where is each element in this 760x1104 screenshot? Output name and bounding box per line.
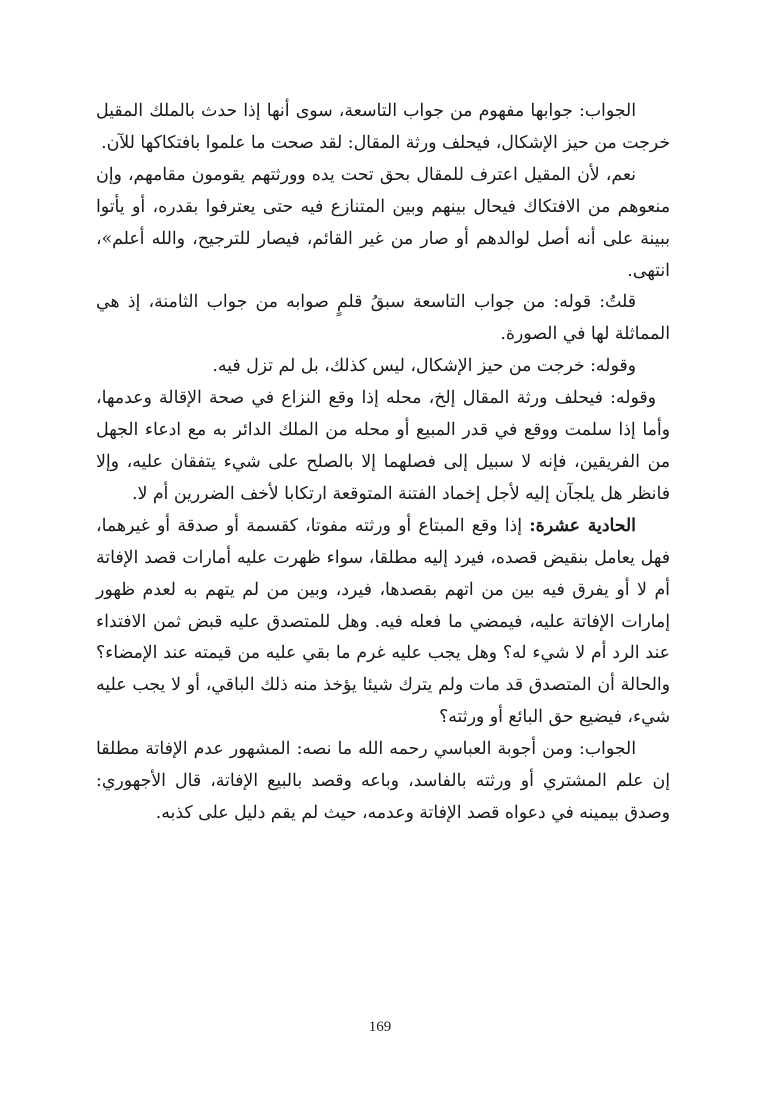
- paragraph-answer-1: الجواب: جوابها مفهوم من جواب التاسعة، سوى أنها إذا حدث بالملك المقيل خرجت من حيز الإشكال، فيحلف ورثة المقال: لقد صحت ما علموا بافتكاكها للآن.: [96, 101, 670, 153]
- page-number: 169: [368, 1019, 392, 1035]
- paragraph-eleventh-question: [96, 511, 670, 734]
- paragraph-i-said: قلتُ: قوله: من جواب التاسعة سبقُ قلمٍ صوابه من جواب الثامنة، إذ هي المماثلة لها في الصورة.: [96, 292, 670, 345]
- section-heading-eleventh: الحادية عشرة:: [529, 515, 636, 536]
- paragraph-answer-2: الجواب: ومن أجوبة العباسي رحمه الله ما نصه: المشهور عدم الإفاتة مطلقا إن علم المشتري أو ورثته بالفاسد، وباعه وقصد بالبيع الإفاتة، قال الأجهوري: وصدق بيمينه في دعواه قصد الإفاتة وعدمه، حيث لم يقم دليل على كذبه.: [96, 739, 670, 823]
- paragraph-yes-because: نعم، لأن المقيل اعترف للمقال بحق تحت يده وورثتهم يقومون مقامهم، وإن منعوهم من الافتكاك فيحال بينهم وبين المتنازع فيه حتى يعترفوا بقدره، أو يأتوا ببينة على أنه أصل لوالدهم أو صار من غير القائم، فيصار للترجيح، والله أعلم»، انتهى.: [96, 164, 670, 281]
- main-text-block: [96, 96, 670, 830]
- paragraph-his-saying-2: وقوله: فيحلف ورثة المقال إلخ، محله إذا وقع النزاع في صحة الإقالة وعدمها، وأما إذا سلمت ووقع في قدر المبيع أو محله من الملك الدائر به مع ادعاء الجهل من الفريقين، فإنه لا سبيل إلى فصلهما إلا بالصلح على شيء يتفقان عليه، وإلا فانظر هل يلجآن إليه لأجل إخماد الفتنة المتوقعة ارتكابا لأخف الضررين أم لا.: [96, 388, 670, 504]
- paragraph-his-saying-1: وقوله: خرجت من حيز الإشكال، ليس كذلك، بل لم تزل فيه.: [212, 356, 636, 377]
- eleventh-question-body: إذا وقع المبتاع أو ورثته مفوتا، كقسمة أو صدقة أو غيرهما، فهل يعامل بنقيض قصده، فيرد إليه مطلقا، سواء ظهرت عليه أمارات قصد الإفاتة أم لا أو يفرق فيه بين من اتهم بقصدها، فيرد، وبين من لم يتهم به لعدم ظهور إمارات الإفاتة عليه، فيمضي ما فعله فيه. وهل للمتصدق عليه قبض ثمن الافتداء عند الرد أم لا شيء له؟ وهل يجب عليه غرم ما بقي عليه من قيمته عند الإمضاء؟ والحالة أن المتصدق قد مات ولم يترك شيئا يؤخذ منه ذلك الباقي، أو لا يجب عليه شيء، فيضيع حق البائع أو ورثته؟: [96, 515, 670, 728]
